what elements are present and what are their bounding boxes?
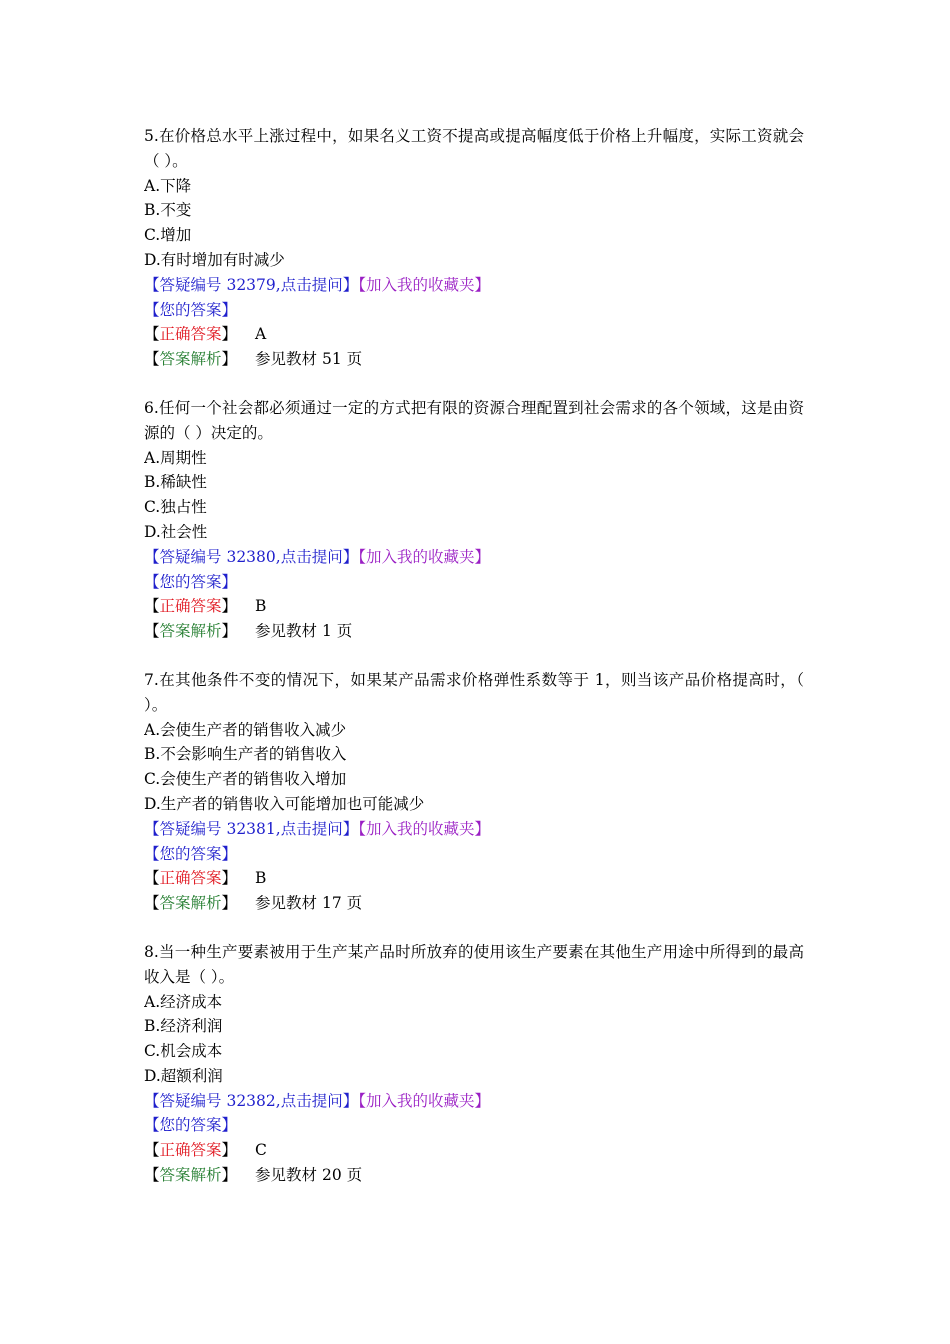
ask-question-link[interactable]: 【答疑编号 32382,点击提问】 [144,1091,359,1110]
your-answer-label: 【您的答案】 [144,300,238,319]
correct-answer-row: 【正确答案】 B [144,594,804,619]
analysis-label: 答案解析 [159,1166,222,1185]
correct-answer-label: 正确答案 [159,1141,222,1160]
question-block [144,124,804,372]
action-row [144,817,804,842]
question-stem: 7.在其他条件不变的情况下，如果某产品需求价格弹性系数等于 1，则当该产品价格提高时，（ ）。 [144,670,804,714]
action-row [144,1089,804,1114]
analysis-row: 【答案解析】 参见教材 51 页 [144,347,804,372]
correct-answer-value: B [255,869,267,888]
analysis-text: 参见教材 1 页 [255,622,353,641]
analysis-text: 参见教材 51 页 [255,350,363,369]
analysis-row: 【答案解析】 参见教材 17 页 [144,891,804,916]
your-answer-row [144,298,804,323]
option-d: D.社会性 [144,522,208,541]
action-row [144,273,804,298]
analysis-label: 答案解析 [159,894,222,913]
analysis-text: 参见教材 20 页 [255,1166,363,1185]
add-favorite-link[interactable]: 【加入我的收藏夹】 [358,547,491,566]
your-answer-row [144,842,804,867]
analysis-label: 答案解析 [159,350,222,369]
option-d: D.有时增加有时减少 [144,250,285,269]
question-block [144,668,804,916]
option-d: D.生产者的销售收入可能增加也可能减少 [144,794,425,813]
correct-answer-row: 【正确答案】 A [144,322,804,347]
option-c: C.机会成本 [144,1042,223,1061]
your-answer-row [144,1113,804,1138]
option-a: A.周期性 [144,448,207,467]
option-a: A.经济成本 [144,992,223,1011]
ask-question-link[interactable]: 【答疑编号 32379,点击提问】 [144,275,359,294]
ask-question-link[interactable]: 【答疑编号 32380,点击提问】 [144,547,359,566]
option-c: C.会使生产者的销售收入增加 [144,770,347,789]
document-page [144,124,804,1212]
question-block [144,396,804,644]
ask-question-link[interactable]: 【答疑编号 32381,点击提问】 [144,819,359,838]
option-a: A.会使生产者的销售收入减少 [144,720,347,739]
add-favorite-link[interactable]: 【加入我的收藏夹】 [358,1091,491,1110]
your-answer-label: 【您的答案】 [144,572,238,591]
question-stem: 8.当一种生产要素被用于生产某产品时所放弃的使用该生产要素在其他生产用途中所得到的最高收入是（ ）。 [144,942,804,986]
correct-answer-row: 【正确答案】 B [144,866,804,891]
your-answer-label: 【您的答案】 [144,1116,238,1135]
analysis-row: 【答案解析】 参见教材 20 页 [144,1163,804,1188]
your-answer-label: 【您的答案】 [144,844,238,863]
question-stem: 6.任何一个社会都必须通过一定的方式把有限的资源合理配置到社会需求的各个领域，这是由资源的（ ）决定的。 [144,398,804,442]
add-favorite-link[interactable]: 【加入我的收藏夹】 [358,819,491,838]
analysis-label: 答案解析 [159,622,222,641]
question-stem: 5.在价格总水平上涨过程中，如果名义工资不提高或提高幅度低于价格上升幅度，实际工资就会（ ）。 [144,127,804,170]
add-favorite-link[interactable]: 【加入我的收藏夹】 [358,275,491,294]
correct-answer-label: 正确答案 [159,869,222,888]
option-d: D.超额利润 [144,1066,223,1085]
option-b: B.不会影响生产者的销售收入 [144,745,347,764]
correct-answer-row: 【正确答案】 C [144,1138,804,1163]
correct-answer-value: A [255,325,267,344]
option-c: C.增加 [144,226,192,245]
action-row [144,545,804,570]
option-c: C.独占性 [144,498,207,517]
correct-answer-label: 正确答案 [159,325,222,344]
option-a: A.下降 [144,176,192,195]
question-block [144,940,804,1188]
option-b: B.经济利润 [144,1017,223,1036]
correct-answer-value: C [255,1141,267,1160]
analysis-row: 【答案解析】 参见教材 1 页 [144,619,804,644]
analysis-text: 参见教材 17 页 [255,894,363,913]
correct-answer-value: B [255,597,267,616]
option-b: B.不变 [144,201,192,220]
option-b: B.稀缺性 [144,473,207,492]
correct-answer-label: 正确答案 [159,597,222,616]
your-answer-row [144,570,804,595]
